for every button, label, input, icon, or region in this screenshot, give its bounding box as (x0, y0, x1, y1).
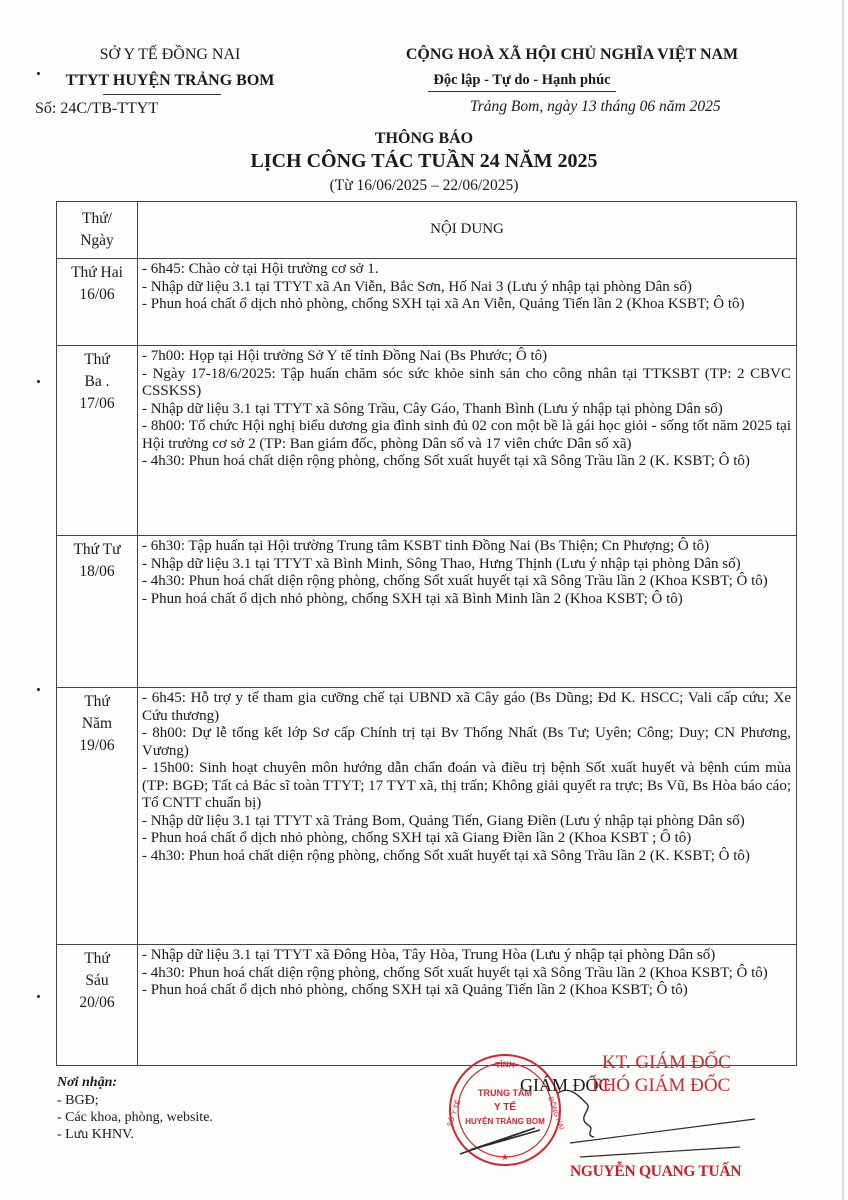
signature-kt-line: KT. GIÁM ĐỐC (602, 1052, 731, 1073)
day-label-line: Thứ (84, 351, 110, 368)
day-label-line: Sáu (85, 972, 109, 989)
content-cell (138, 688, 797, 945)
table-row (57, 945, 797, 1066)
day-cell (57, 346, 138, 536)
schedule-item: - 4h30: Phun hoá chất diện rộng phòng, chống Sốt xuất huyết tại xã Sông Trầu lần 2 (Khoa KSBT; Ô tô) (142, 573, 768, 589)
recipient-item: - Các khoa, phòng, website. (57, 1110, 213, 1125)
column-header-day (57, 202, 138, 259)
seal-text-center: Y TẾ (493, 1102, 517, 1113)
content-cell (138, 346, 797, 536)
signer-name: NGUYỄN QUANG TUẤN (570, 1163, 742, 1180)
national-motto: Độc lập - Tự do - Hạnh phúc (433, 72, 611, 88)
document-number: Số: 24C/TB-TTYT (35, 100, 159, 117)
schedule-item: - Nhập dữ liệu 3.1 tại TTYT xã Đông Hòa, Tây Hòa, Trung Hòa (Lưu ý nhập tại phòng Dân số) (142, 947, 716, 963)
content-cell (138, 945, 797, 1066)
day-label-line: 18/06 (79, 563, 115, 580)
day-label-line: 19/06 (79, 737, 115, 754)
unit-underline (103, 94, 221, 95)
seal-star: ★ (500, 1152, 510, 1162)
day-cell (57, 536, 138, 688)
day-cell (57, 945, 138, 1066)
handwritten-signature (550, 1085, 760, 1160)
day-label-line: Thứ Hai (71, 264, 123, 281)
header-day-line: Ngày (80, 232, 114, 249)
schedule-item: - Phun hoá chất ổ dịch nhỏ phòng, chống SXH tại xã Giang Điền lần 2 (Khoa KSBT ; Ô tô) (142, 830, 692, 846)
schedule-item: - 4h30: Phun hoá chất diện rộng phòng, chống Sốt xuất huyết tại xã Sông Trầu lần 2 (Khoa KSBT; Ô tô) (142, 964, 768, 981)
unit-name: TTYT HUYỆN TRẢNG BOM (65, 72, 275, 89)
day-label-line: Thứ (84, 693, 110, 710)
day-cell (57, 688, 138, 945)
schedule-item: - 7h00: Họp tại Hội trường Sở Y tế tỉnh Đồng Nai (Bs Phước; Ô tô) (142, 348, 548, 364)
table-header-row (57, 202, 797, 259)
signature-director-label: GIÁM ĐỐC (520, 1075, 611, 1095)
schedule-item: - 4h30: Phun hoá chất diện rộng phòng, chống Sốt xuất huyết tại xã Sông Trầu lần 2 (K. KSBT; Ô tô) (142, 453, 750, 469)
day-label-line: Thứ Tư (73, 541, 121, 558)
schedule-item: - 8h00: Dự lễ tổng kết lớp Sơ cấp Chính trị tại Bv Thống Nhất (Bs Tư; Uyên; Công; Duy; CN Phương, Vương) (142, 725, 791, 759)
schedule-item: - Ngày 17-18/6/2025: Tập huấn chăm sóc sức khỏe sinh sản cho công nhân tại TTKSBT (TP: 2 CBVC CSSKSS) (142, 365, 791, 399)
schedule-item: - Nhập dữ liệu 3.1 tại TTYT xã Trảng Bom, Quảng Tiến, Giang Điền (Lưu ý nhập tại phòng Dân số) (142, 812, 745, 829)
seal-text-center: HUYỆN TRẢNG BOM (465, 1117, 545, 1126)
schedule-item: - Phun hoá chất ổ dịch nhỏ phòng, chống SXH tại xã An Viễn, Quảng Tiến lần 2 (Khoa KSBT; Ô tô) (142, 296, 745, 312)
country-name: CỘNG HOÀ XÃ HỘI CHỦ NGHĨA VIỆT NAM (405, 46, 739, 63)
place-date: Trảng Bom, ngày 13 tháng 06 năm 2025 (470, 98, 721, 115)
table-row (57, 536, 797, 688)
schedule-item: - 6h30: Tập huấn tại Hội trường Trung tâm KSBT tỉnh Đồng Nai (Bs Thiện; Cn Phượng; Ô tô) (142, 538, 710, 554)
day-label-line: Năm (81, 715, 113, 732)
recipient-item: - BGĐ; (57, 1093, 99, 1108)
schedule-item: - Phun hoá chất ổ dịch nhỏ phòng, chống SXH tại xã Bình Minh lần 2 (Khoa KSBT; Ô tô) (142, 590, 683, 607)
content-cell (138, 536, 797, 688)
recipient-item: - Lưu KHNV. (57, 1127, 134, 1142)
table-row (57, 259, 797, 346)
seal-text-center: TRUNG TÂM (478, 1088, 532, 1098)
day-label-line: 20/06 (79, 994, 115, 1011)
schedule-table (56, 201, 797, 1066)
document-title: LỊCH CÔNG TÁC TUẦN 24 NĂM 2025 (250, 150, 598, 172)
seal-text-right: ĐỒNG NAI (546, 1096, 565, 1131)
signature-deputy-label: PHÓ GIÁM ĐỐC (592, 1075, 731, 1096)
schedule-item: - 15h00: Sinh hoạt chuyên môn hướng dẫn chẩn đoán và điều trị bệnh Sốt xuất huyết và bệnh cúm mùa (TP: BGĐ; Tất cả Bác sĩ toàn TTYT; 17 TYT xã, thị trấn; Không giải quyết ra trực; Bs Vũ, Bs Hòa báo cáo; Tổ CNTT chuẩn bị) (142, 760, 791, 811)
seal-text-left: SỞ Y TẾ (446, 1099, 463, 1128)
motto-underline (428, 91, 616, 92)
recipients-title: Nơi nhận: (57, 1075, 118, 1090)
schedule-item: - 6h45: Chào cờ tại Hội trường cơ sở 1. (142, 261, 379, 277)
agency-name: SỞ Y TẾ ĐỒNG NAI (99, 46, 241, 63)
schedule-item: - Nhập dữ liệu 3.1 tại TTYT xã An Viễn, Bắc Sơn, Hố Nai 3 (Lưu ý nhập tại phòng Dân số) (142, 278, 692, 295)
schedule-item: - 8h00: Tổ chức Hội nghị biểu dương gia đình sinh đủ 02 con một bề là gái học giỏi - sống tốt năm 2025 tại Hội trường cơ sở 2 (TP: Ban giám đốc, phòng Dân số và 17 viên chức Dân số xã) (142, 418, 791, 452)
content-cell (138, 259, 797, 346)
schedule-item: - Nhập dữ liệu 3.1 tại TTYT xã Bình Minh, Sông Thao, Hưng Thịnh (Lưu ý nhập tại phòng Dân số) (142, 555, 741, 572)
day-label-line: Thứ (84, 950, 110, 967)
table-row (57, 346, 797, 536)
scan-speck (37, 995, 40, 998)
date-range: (Từ 16/06/2025 – 22/06/2025) (329, 177, 519, 194)
header-day-line: Thứ/ (82, 210, 112, 227)
document-type: THÔNG BÁO (374, 130, 474, 147)
schedule-item: - 4h30: Phun hoá chất diện rộng phòng, chống Sốt xuất huyết tại xã Sông Trầu lần 2 (K. KSBT; Ô tô) (142, 847, 750, 864)
day-label-line: Ba . (84, 373, 110, 390)
signature-stroke (460, 1128, 540, 1154)
schedule-item: - Nhập dữ liệu 3.1 tại TTYT xã Sông Trầu, Cây Gáo, Thanh Bình (Lưu ý nhập tại phòng Dân số) (142, 400, 723, 417)
day-label-line: 17/06 (79, 395, 115, 412)
scan-speck (37, 688, 40, 691)
seal-text-top: TỈNH (494, 1059, 516, 1070)
schedule-item: - Phun hoá chất ổ dịch nhỏ phòng, chống SXH tại xã Quảng Tiến lần 2 (Khoa KSBT; Ô tô) (142, 982, 688, 998)
day-label-line: 16/06 (79, 286, 115, 303)
column-header-content: NỘI DUNG (138, 202, 797, 259)
table-row (57, 688, 797, 945)
scan-speck (37, 380, 40, 383)
schedule-item: - 6h45: Hỗ trợ y tế tham gia cưỡng chế tại UBND xã Cây gáo (Bs Dũng; Đd K. HSCC; Vali cấp cứu; Xe Cứu thương) (142, 690, 791, 724)
day-cell (57, 259, 138, 346)
